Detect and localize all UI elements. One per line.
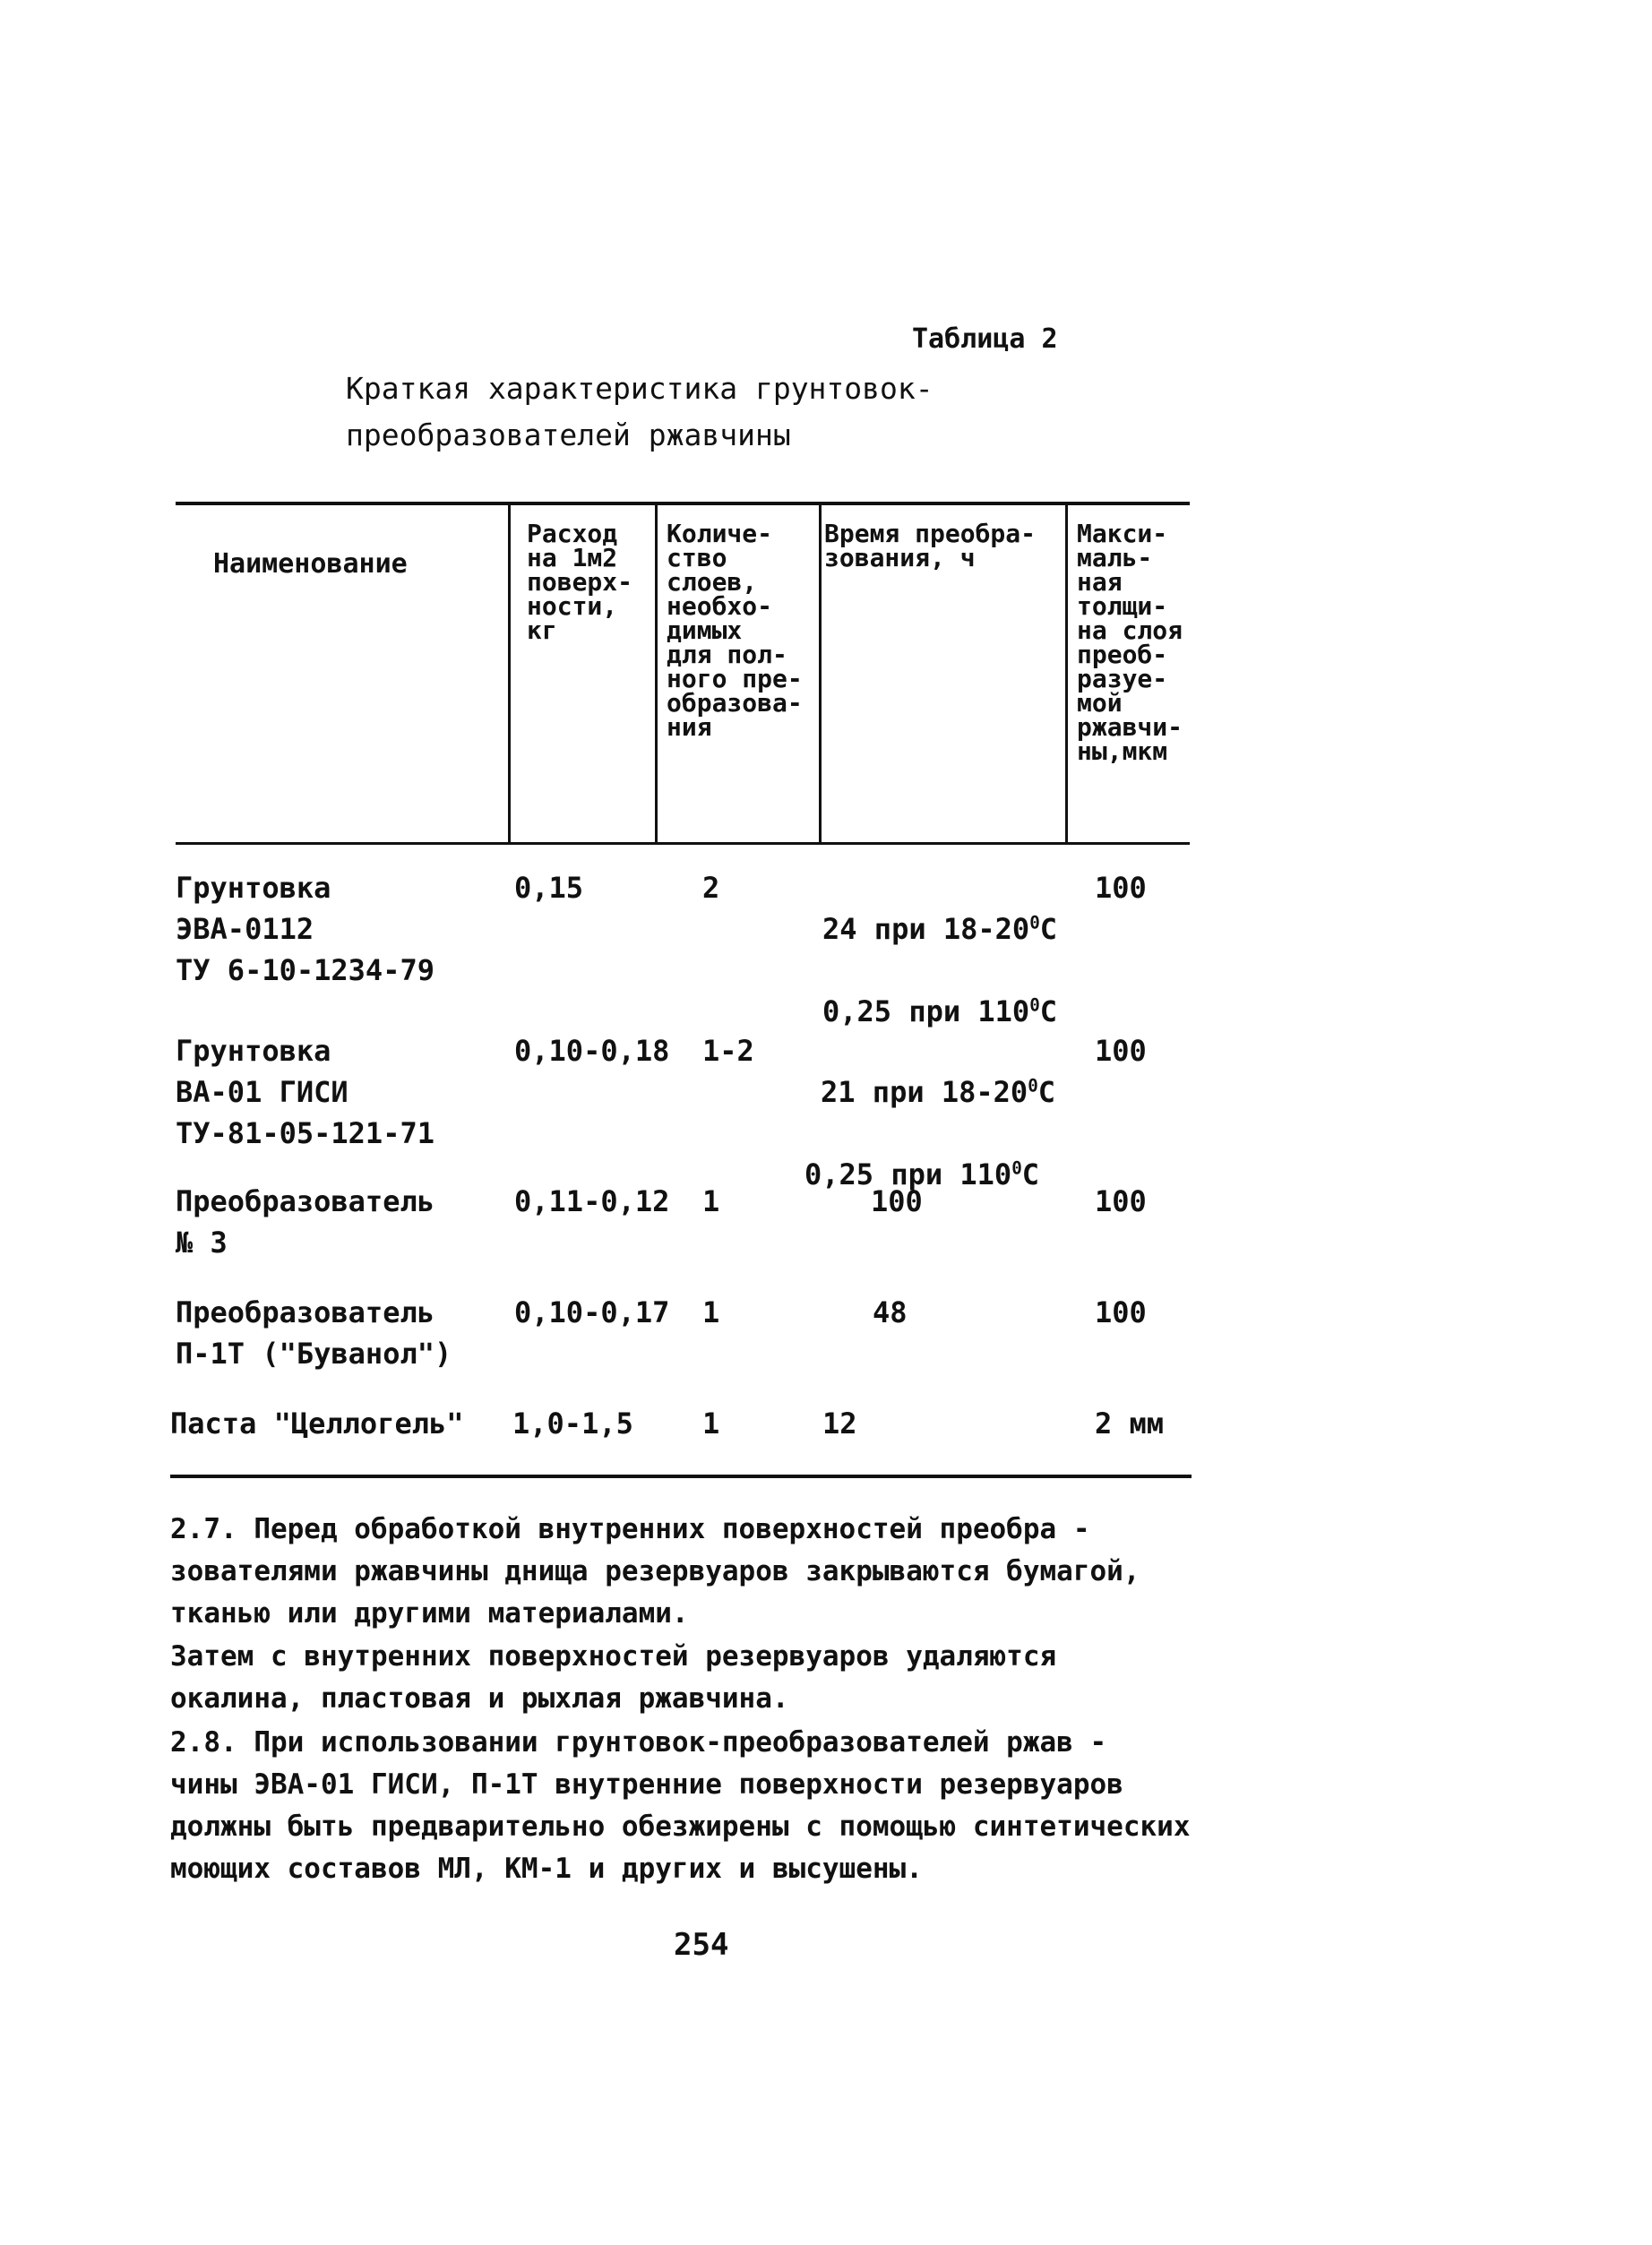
row-1-layers: 2 [702,871,720,905]
row-4-thickness: 100 [1095,1295,1147,1329]
header-name: Наименование [213,548,408,580]
paragraph-scale-removal: Затем с внутренних поверхностей резервуаров удаляются окалина, пластовая и рыхлая ржавчина. [170,1640,1057,1715]
table-caption: Краткая характеристика грунтовок- преобразователей ржавчины [346,371,934,452]
column-divider-1 [508,503,511,844]
row-2-name: Грунтовка ВА-01 ГИСИ ТУ-81-05-121-71 [176,1034,435,1150]
row-1-time-line-1: 24 при $18-20^0С$ [822,912,1058,946]
header-layers: Количе- ство слоев, необхо- димых для пол- ного пре- образова- ния [667,519,803,742]
paragraph-2-7: 2.7. Перед обработкой внутренних поверхностей преобра - зователями ржавчины днища резервуаров закрываются бумагой, тканью или другими материалами. [170,1513,1140,1630]
row-2-time-line-2: 0,25 при $110^0С$ [804,1157,1040,1191]
row-4-name: Преобразователь П-1Т ("Буванол") [176,1295,452,1371]
row-2-layers: 1-2 [702,1034,754,1068]
paragraph-2-8: 2.8. При использовании грунтовок-преобразователей ржав - чины ЭВА-01 ГИСИ, П-1Т внутренние поверхности резервуаров должны быть предварительно обезжирены с помощью синтетических моющих составов МЛ, КМ-1 и других и высушены. [170,1726,1191,1885]
row-1-time-line-2: 0,25 при $110^0С$ [822,994,1058,1028]
row-2-time [804,1030,1055,1236]
column-divider-2 [655,503,658,844]
row-4-consumption: 0,10-0,17 [514,1295,670,1329]
row-5-layers: 1 [702,1406,720,1441]
row-4-layers: 1 [702,1295,720,1329]
table-label: Таблица 2 [912,323,1058,355]
header-thickness: Макси- маль- ная толщи- на слоя преоб- разуе- мой ржавчи- ны,мкм [1077,519,1183,766]
row-3-name: Преобразователь № 3 [176,1184,435,1260]
column-divider-4 [1065,503,1068,844]
column-divider-3 [819,503,822,844]
row-3-layers: 1 [702,1184,720,1218]
row-5-time: 12 [822,1406,857,1441]
row-1-name: Грунтовка ЭВА-0112 ТУ 6-10-1234-79 [176,871,435,987]
row-3-thickness: 100 [1095,1184,1147,1218]
row-3-time: 100 [871,1184,923,1218]
row-3-consumption: 0,11-0,12 [514,1184,670,1218]
row-2-time-line-1: 21 при $18-20^0С$ [821,1075,1056,1109]
header-time: Время преобра- зования, ч [824,519,1037,572]
page-number: 254 [674,1927,729,1963]
table-top-rule [176,502,1190,505]
header-bottom-rule [176,842,1190,845]
table-bottom-rule [170,1475,1192,1478]
row-1-thickness: 100 [1095,871,1147,905]
row-4-time: 48 [873,1295,908,1329]
row-2-consumption: 0,10-0,18 [514,1034,670,1068]
row-2-thickness: 100 [1095,1034,1147,1068]
row-1-consumption: 0,15 [514,871,584,905]
row-5-consumption: 1,0-1,5 [512,1406,633,1441]
row-5-name: Паста "Целлогель" [170,1406,464,1441]
row-5-thickness: 2 мм [1095,1406,1165,1441]
header-consumption: Расход на 1м2 поверх- ности, кг [527,519,633,645]
